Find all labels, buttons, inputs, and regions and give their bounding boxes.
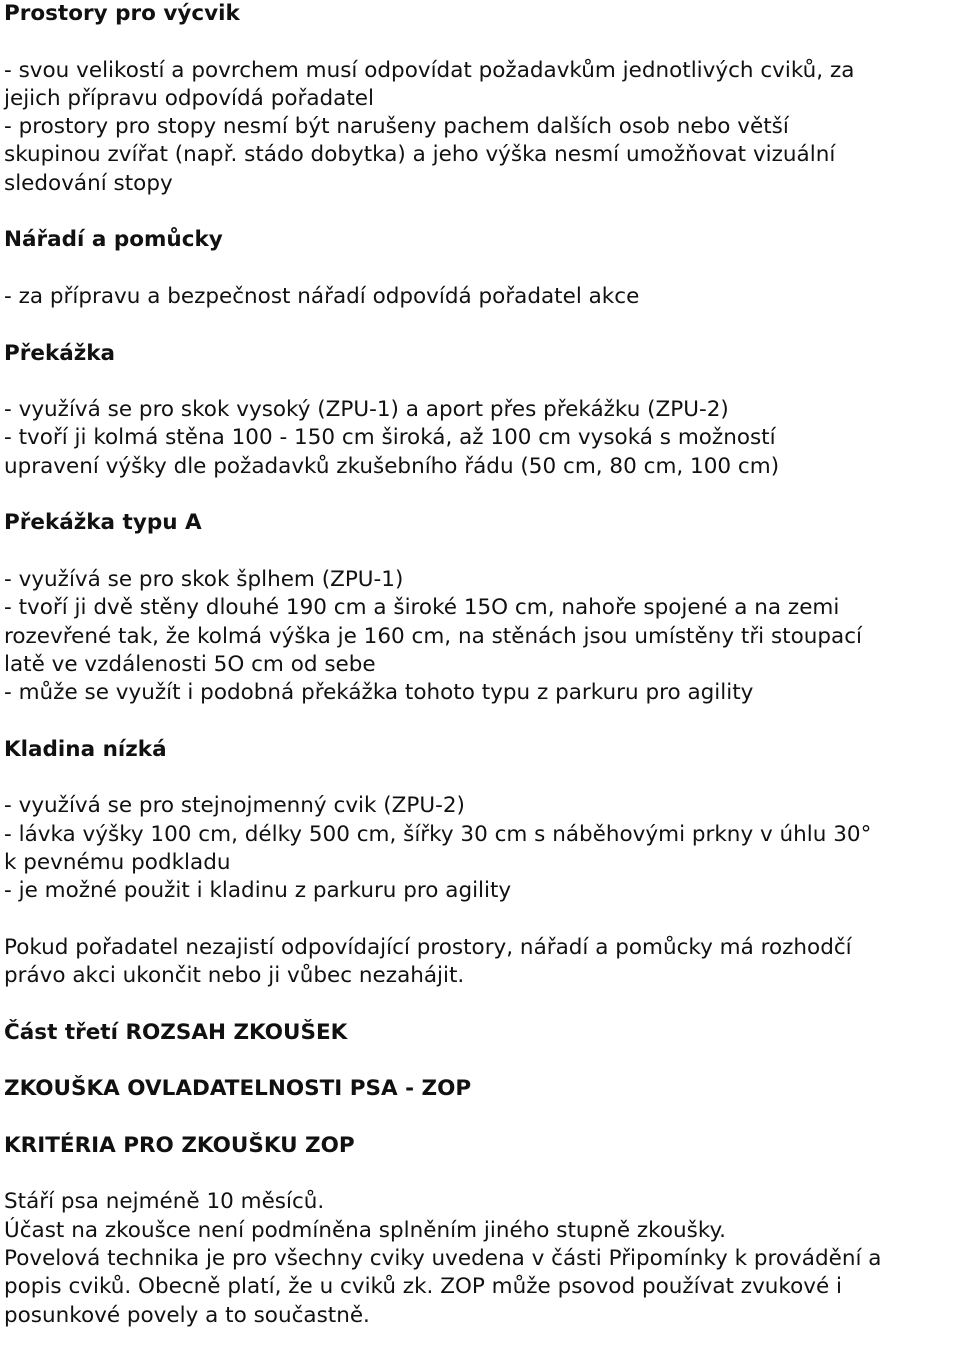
text-line: - tvoří ji dvě stěny dlouhé 190 cm a široké 15O cm, nahoře spojené a na zemi (4, 595, 840, 621)
spacer (4, 198, 956, 226)
text-line: - za přípravu a bezpečnost nářadí odpovídá pořadatel akce (4, 283, 640, 309)
text-line: - lávka výšky 100 cm, délky 500 cm, šířky 30 cm s náběhovými prkny v úhlu 30° (4, 821, 872, 847)
section-heading-prekazka-typu-a: Překážka typu A (4, 510, 202, 536)
section-body-kladina (4, 792, 956, 905)
exam-heading: ZKOUŠKA OVLADATELNOSTI PSA - ZOP (4, 1076, 472, 1102)
text-line: - využívá se pro stejnojmenný cvik (ZPU-2) (4, 793, 465, 819)
text-line: latě ve vzdálenosti 5O cm od sebe (4, 651, 376, 677)
text-line: - svou velikostí a povrchem musí odpovídat požadavkům jednotlivých cviků, za (4, 57, 855, 83)
spacer (4, 481, 956, 509)
section-body-prostory (4, 57, 956, 198)
text-line: - využívá se pro skok vysoký (ZPU-1) a aport přes překážku (ZPU-2) (4, 397, 729, 423)
criteria-body (4, 1188, 956, 1329)
section-heading-prostory: Prostory pro výcvik (4, 1, 240, 26)
section-heading-naradi: Nářadí a pomůcky (4, 227, 223, 253)
spacer (4, 538, 956, 566)
criteria-heading: KRITÉRIA PRO ZKOUŠKU ZOP (4, 1132, 355, 1158)
spacer (4, 707, 956, 735)
spacer (4, 1104, 956, 1132)
text-line: - tvoří ji kolmá stěna 100 - 150 cm široká, až 100 cm vysoká s možností (4, 425, 776, 451)
spacer (4, 311, 956, 339)
section-heading-kladina: Kladina nízká (4, 736, 167, 762)
document-page (4, 0, 956, 1330)
text-line: skupinou zvířat (např. stádo dobytka) a jeho výška nesmí umožňovat vizuální (4, 142, 836, 168)
text-line: Účast na zkoušce není podmíněna splněním jiného stupně zkoušky. (4, 1217, 727, 1243)
text-line: Stáří psa nejméně 10 měsíců. (4, 1189, 325, 1215)
text-line: upravení výšky dle požadavků zkušebního řádu (50 cm, 80 cm, 100 cm) (4, 453, 780, 479)
text-line: Povelová technika je pro všechny cviky uvedena v části Připomínky k provádění a (4, 1246, 882, 1272)
spacer (4, 255, 956, 283)
part-heading: Část třetí ROZSAH ZKOUŠEK (4, 1019, 348, 1045)
spacer (4, 906, 956, 934)
spacer (4, 764, 956, 792)
text-line: právo akci ukončit nebo ji vůbec nezahájit. (4, 963, 465, 989)
text-line: sledování stopy (4, 170, 173, 196)
text-line: - může se využít i podobná překážka tohoto typu z parkuru pro agility (4, 680, 754, 706)
text-line: popis cviků. Obecně platí, že u cviků zk. ZOP může psovod používat zvukové i (4, 1274, 843, 1300)
section-heading-prekazka: Překážka (4, 340, 116, 366)
text-line: - je možné použit i kladinu z parkuru pro agility (4, 878, 512, 904)
closing-paragraph (4, 934, 956, 991)
spacer (4, 1047, 956, 1075)
text-line: posunkové povely a to součastně. (4, 1302, 370, 1328)
text-line: - prostory pro stopy nesmí být narušeny pachem dalších osob nebo větší (4, 114, 789, 140)
spacer (4, 368, 956, 396)
spacer (4, 28, 956, 56)
section-body-prekazka (4, 396, 956, 481)
spacer (4, 990, 956, 1018)
text-line: Pokud pořadatel nezajistí odpovídající prostory, nářadí a pomůcky má rozhodčí (4, 934, 852, 960)
text-line: jejich přípravu odpovídá pořadatel (4, 85, 374, 111)
text-line: - využívá se pro skok šplhem (ZPU-1) (4, 566, 404, 592)
section-body-naradi (4, 283, 956, 311)
spacer (4, 1160, 956, 1188)
section-body-prekazka-typu-a (4, 566, 956, 707)
text-line: k pevnému podkladu (4, 849, 231, 875)
text-line: rozevřené tak, že kolmá výška je 160 cm, na stěnách jsou umístěny tři stoupací (4, 623, 863, 649)
